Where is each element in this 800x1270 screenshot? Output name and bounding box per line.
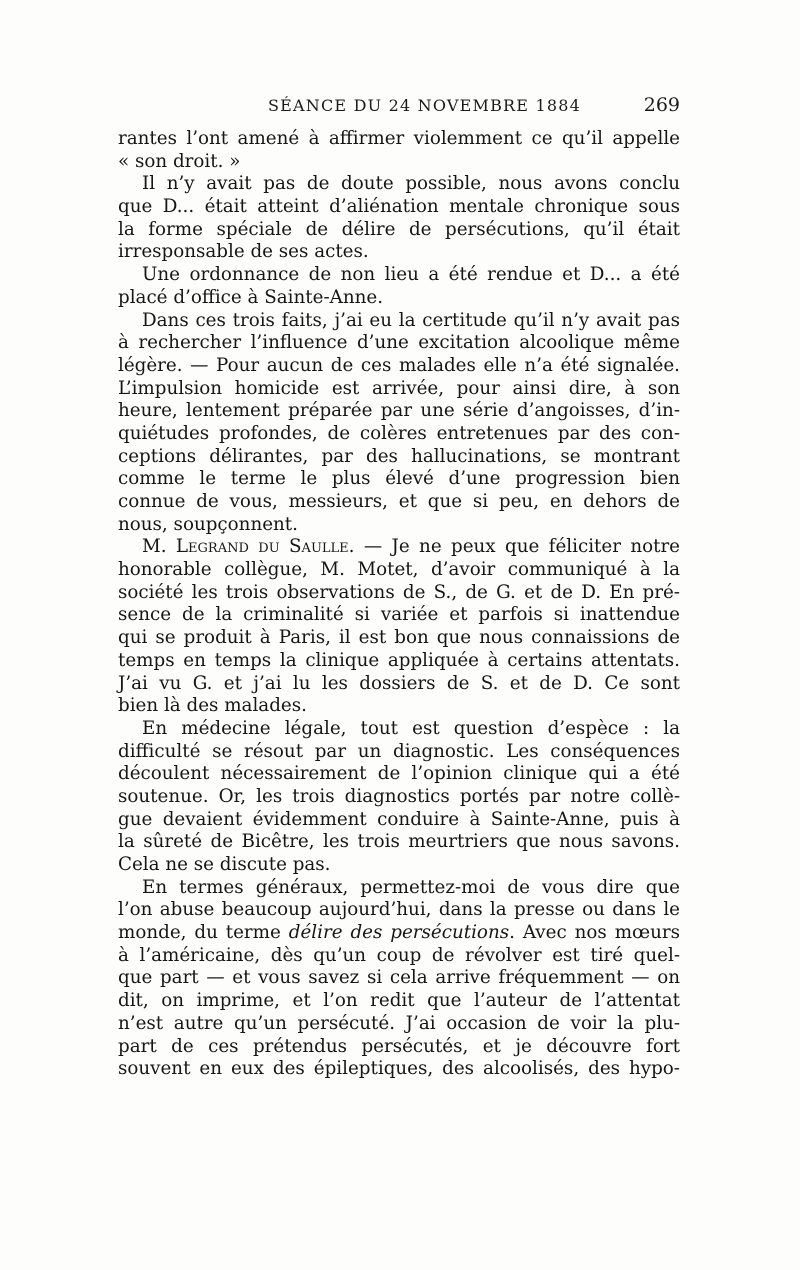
text-line: L’impulsion homicide est arrivée, pour ainsi dire, à son: [118, 377, 680, 399]
text-line: bien là des malades.: [118, 695, 307, 717]
running-title: SÉANCE DU 24 NOVEMBRE 1884: [268, 96, 581, 115]
text-line: la sûreté de Bicêtre, les trois meurtriers que nous savons.: [118, 831, 680, 853]
text-line: placé d’office à Sainte-Anne.: [118, 286, 384, 308]
text-line: gue devaient évidemment conduire à Sainte-Anne, puis à: [118, 808, 680, 830]
text-line: difficulté se résout par un diagnostic. Les conséquences: [118, 740, 680, 762]
text-line: découlent nécessairement de l’opinion clinique qui a été: [118, 763, 680, 785]
paragraph: [118, 310, 680, 537]
text-line: soutenue. Or, les trois diagnostics portés par notre collè-: [118, 785, 680, 807]
line-text: monde, du terme: [118, 922, 289, 944]
text-line: n’est autre qu’un persécuté. J’ai occasion de voir la plu-: [118, 1012, 680, 1034]
paragraph: [118, 264, 680, 309]
paragraph: [118, 173, 680, 264]
body-text: [118, 128, 680, 1081]
text-line: qui se produit à Paris, il est bon que nous connaissions de: [118, 627, 680, 649]
line-text: . Avec nos mœurs: [509, 922, 680, 944]
paragraph: [118, 718, 680, 877]
text-line: dit, on imprime, et l’on redit que l’auteur de l’attentat: [118, 990, 680, 1012]
text-line: nous, soupçonnent.: [118, 513, 298, 535]
text-line: Il n’y avait pas de doute possible, nous avons conclu: [142, 173, 680, 195]
text-line: part de ces prétendus persécutés, et je découvre fort: [118, 1035, 680, 1057]
text-line: « son droit. »: [118, 150, 241, 172]
text-line: temps en temps la clinique appliquée à certains attentats.: [118, 649, 680, 671]
text-line: souvent en eux des épileptiques, des alcoolisés, des hypo-: [118, 1058, 680, 1080]
text-line: que D... était atteint d’aliénation mentale chronique sous: [118, 196, 680, 218]
text-line: honorable collègue, M. Motet, d’avoir communiqué à la: [118, 559, 680, 581]
text-line: sence de la criminalité si variée et parfois si inattendue: [118, 604, 680, 626]
text-line: légère. — Pour aucun de ces malades elle n’a été signalée.: [118, 354, 680, 376]
text-line: l’on abuse beaucoup aujourd’hui, dans la presse ou dans le: [118, 899, 680, 921]
text-line: à l’américaine, dès qu’un coup de révolver est tiré quel-: [118, 944, 680, 966]
text-line: société les trois observations de S., de G. et de D. En pré-: [118, 581, 680, 603]
text-line: rantes l’ont amené à affirmer violemment ce qu’il appelle: [118, 128, 680, 149]
speaker-name: M. Legrand du Saulle.: [142, 536, 355, 558]
paragraph: [118, 128, 680, 173]
running-head: [118, 94, 680, 120]
text-line: irresponsable de ses actes.: [118, 241, 369, 263]
text-line: comme le terme le plus élevé d’une progression bien: [118, 468, 680, 490]
italic-phrase: délire des persécutions: [288, 922, 510, 944]
text-line: quiétudes profondes, de colères entretenues par des con-: [118, 422, 680, 444]
text-line: Cela ne se discute pas.: [118, 854, 331, 875]
text-line: Une ordonnance de non lieu a été rendue et D... a été: [142, 264, 680, 286]
text-line: ceptions délirantes, par des hallucinations, se montrant: [118, 445, 680, 467]
text-line: [118, 922, 680, 945]
text-line: que part — et vous savez si cela arrive fréquemment — on: [118, 967, 680, 989]
text-line: [118, 536, 680, 559]
text-line: à rechercher l’influence d’une excitation alcoolique même: [118, 332, 680, 354]
page-number: 269: [643, 94, 680, 116]
text-line: Dans ces trois faits, j’ai eu la certitude qu’il n’y avait pas: [142, 309, 680, 331]
text-line: J’ai vu G. et j’ai lu les dossiers de S. et de D. Ce sont: [118, 672, 680, 694]
text-line: la forme spéciale de délire de persécutions, qu’il était: [118, 218, 680, 240]
line-text: — Je ne peux que féliciter notre: [363, 536, 681, 558]
text-line: En termes généraux, permettez-moi de vous dire que: [142, 876, 680, 898]
text-line: heure, lentement préparée par une série d’angoisses, d’in-: [118, 400, 680, 422]
paragraph: [118, 877, 680, 1081]
text-line: En médecine légale, tout est question d’espèce : la: [142, 717, 680, 739]
paragraph: [118, 536, 680, 718]
text-line: connue de vous, messieurs, et que si peu, en dehors de: [118, 491, 680, 512]
